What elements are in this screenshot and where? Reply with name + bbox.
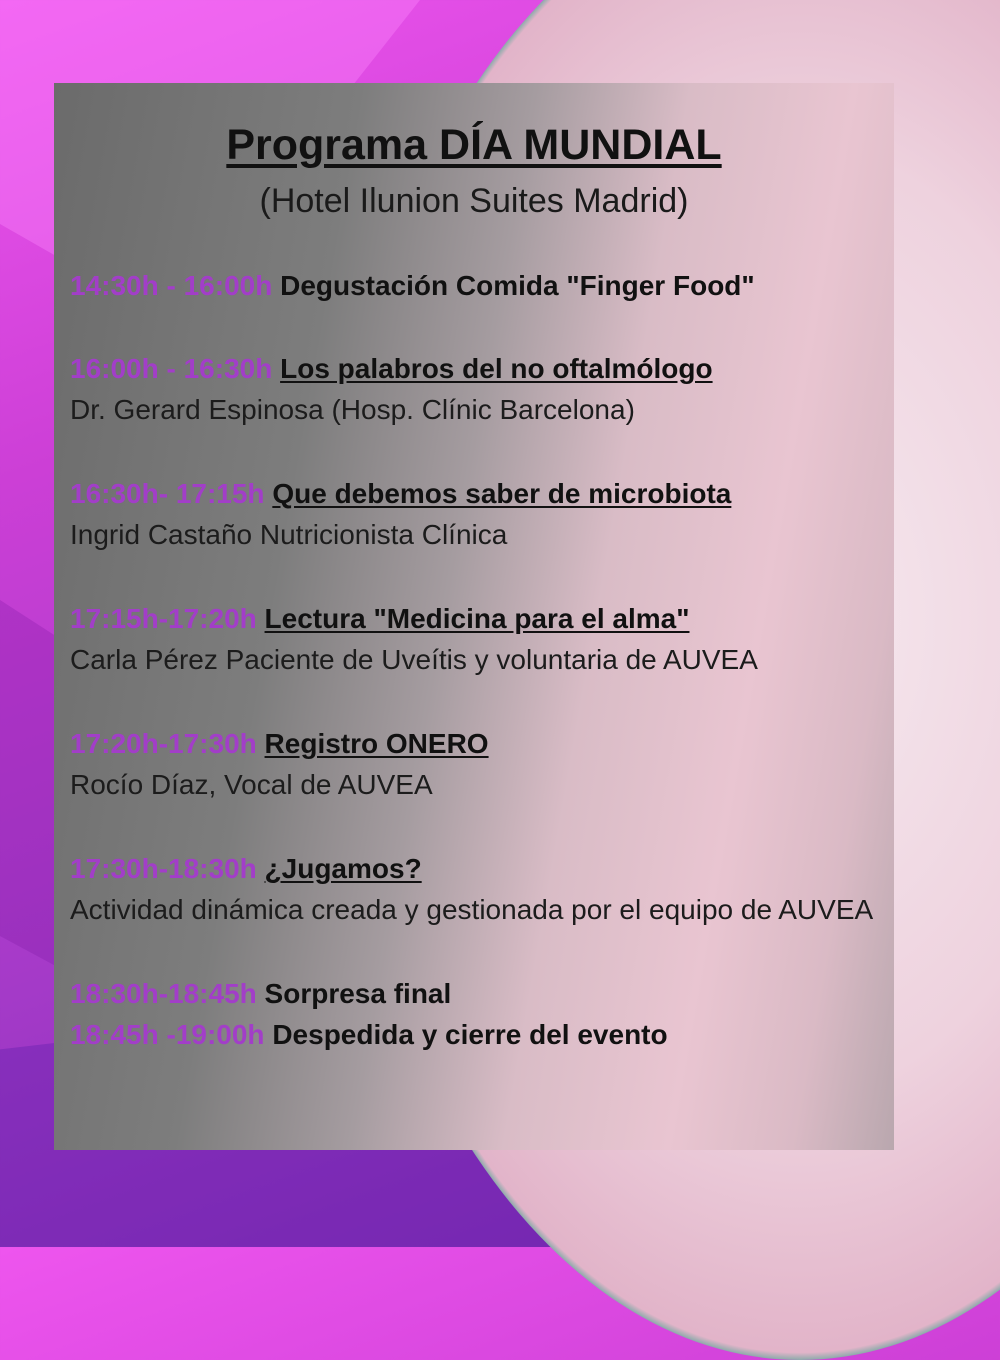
schedule-title: Lectura "Medicina para el alma" (264, 603, 690, 634)
schedule-time: 17:15h-17:20h (70, 603, 257, 634)
schedule-item (70, 348, 878, 431)
schedule-time: 16:30h- 17:15h (70, 478, 265, 509)
schedule-speaker: Ingrid Castaño Nutricionista Clínica (70, 519, 508, 550)
schedule-item (70, 265, 878, 306)
program-panel (54, 83, 894, 1150)
schedule-title: Despedida y cierre del evento (272, 1019, 668, 1050)
schedule-speaker: Actividad dinámica creada y gestionada por el equipo de AUVEA (70, 894, 874, 925)
schedule-title: Que debemos saber de microbiota (272, 478, 732, 509)
schedule-list (70, 265, 878, 1055)
schedule-title: Registro ONERO (264, 728, 489, 759)
schedule-title: Sorpresa final (264, 978, 452, 1009)
schedule-title: Degustación Comida "Finger Food" (280, 270, 755, 301)
venue-subtitle: (Hotel Ilunion Suites Madrid) (259, 182, 689, 220)
schedule-time: 14:30h - 16:00h (70, 270, 273, 301)
schedule-time: 17:30h-18:30h (70, 853, 257, 884)
schedule-item (70, 723, 878, 806)
schedule-speaker: Carla Pérez Paciente de Uveítis y voluntaria de AUVEA (70, 644, 758, 675)
schedule-title: ¿Jugamos? (264, 853, 422, 884)
schedule-speaker: Dr. Gerard Espinosa (Hosp. Clínic Barcelona) (70, 394, 635, 425)
schedule-title: Los palabros del no oftalmólogo (280, 353, 713, 384)
page-title: Programa DÍA MUNDIAL (226, 121, 722, 169)
schedule-time: 18:30h-18:45h (70, 978, 257, 1009)
schedule-time: 18:45h -19:00h (70, 1019, 265, 1050)
schedule-time: 17:20h-17:30h (70, 728, 257, 759)
schedule-item (70, 473, 878, 556)
schedule-item (70, 848, 878, 931)
schedule-item (70, 973, 878, 1014)
schedule-time: 16:00h - 16:30h (70, 353, 273, 384)
schedule-speaker: Rocío Díaz, Vocal de AUVEA (70, 769, 433, 800)
schedule-item (70, 598, 878, 681)
schedule-item (70, 1014, 878, 1055)
